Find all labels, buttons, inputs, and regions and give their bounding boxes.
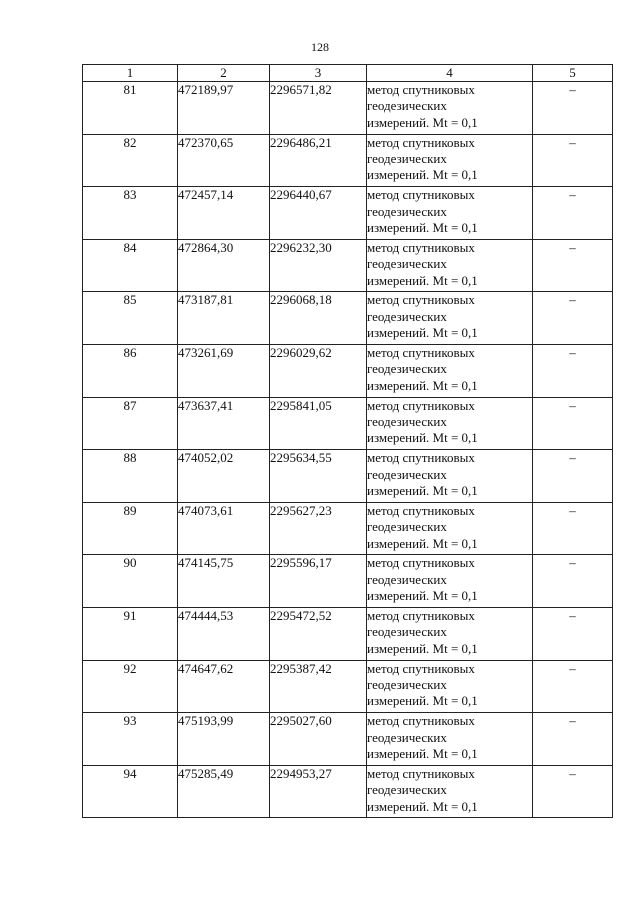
table-row [83,134,613,187]
method-line: метод спутниковых [367,502,475,518]
method-line: метод спутниковых [367,713,475,729]
method-line: измерений. Mt = 0,1 [367,272,478,288]
method-line: метод спутниковых [367,187,475,203]
y-coordinate-cell: 2296486,21 [270,134,367,187]
table-header [83,65,613,82]
x-coordinate-cell: 473187,81 [178,292,270,345]
point-number-cell: 85 [83,292,178,345]
table-row [83,555,613,608]
table-body [83,82,613,818]
method-line: геодезических [367,361,447,377]
note-cell: – [533,713,613,766]
note-cell: – [533,187,613,240]
method-cell [367,450,533,503]
method-line: метод спутниковых [367,607,475,623]
table-row [83,82,613,135]
method-line: метод спутниковых [367,397,475,413]
method-line: измерений. Mt = 0,1 [367,640,478,656]
table-row [83,344,613,397]
header-cell-3: 3 [270,65,367,82]
method-line: геодезических [367,466,447,482]
method-line: геодезических [367,308,447,324]
note-cell: – [533,239,613,292]
method-line: метод спутниковых [367,765,475,781]
method-line: измерений. Mt = 0,1 [367,693,478,709]
note-cell: – [533,450,613,503]
method-line: измерений. Mt = 0,1 [367,430,478,446]
header-row [83,65,613,82]
method-cell [367,134,533,187]
table-row [83,607,613,660]
method-line: геодезических [367,256,447,272]
x-coordinate-cell: 472457,14 [178,187,270,240]
method-line: метод спутниковых [367,239,475,255]
note-cell: – [533,765,613,818]
method-cell [367,660,533,713]
table-row [83,397,613,450]
point-number-cell: 92 [83,660,178,713]
method-line: метод спутниковых [367,450,475,466]
y-coordinate-cell: 2295627,23 [270,502,367,555]
method-line: измерений. Mt = 0,1 [367,220,478,235]
method-cell [367,502,533,555]
x-coordinate-cell: 474145,75 [178,555,270,608]
x-coordinate-cell: 473261,69 [178,344,270,397]
method-line: геодезических [367,151,447,166]
note-cell: – [533,82,613,135]
point-number-cell: 93 [83,713,178,766]
note-cell: – [533,607,613,660]
method-cell [367,397,533,450]
y-coordinate-cell: 2295596,17 [270,555,367,608]
method-line: измерений. Mt = 0,1 [367,482,478,498]
y-coordinate-cell: 2295841,05 [270,397,367,450]
method-cell [367,187,533,240]
method-line: геодезических [367,98,447,114]
table-row [83,765,613,818]
y-coordinate-cell: 2296440,67 [270,187,367,240]
x-coordinate-cell: 474073,61 [178,502,270,555]
point-number-cell: 88 [83,450,178,503]
method-cell [367,713,533,766]
method-line: геодезических [367,571,447,587]
x-coordinate-cell: 474647,62 [178,660,270,713]
note-cell: – [533,292,613,345]
y-coordinate-cell: 2296232,30 [270,239,367,292]
method-line: геодезических [367,729,447,745]
note-cell: – [533,502,613,555]
point-number-cell: 84 [83,239,178,292]
x-coordinate-cell: 472864,30 [178,239,270,292]
method-line: геодезических [367,676,447,692]
y-coordinate-cell: 2295027,60 [270,713,367,766]
x-coordinate-cell: 475285,49 [178,765,270,818]
table-row [83,292,613,345]
method-line: метод спутниковых [367,344,475,360]
method-line: измерений. Mt = 0,1 [367,325,478,341]
x-coordinate-cell: 473637,41 [178,397,270,450]
method-line: измерений. Mt = 0,1 [367,167,478,183]
method-cell [367,239,533,292]
point-number-cell: 82 [83,134,178,187]
table-row [83,713,613,766]
method-line: геодезических [367,782,447,798]
note-cell: – [533,397,613,450]
method-cell [367,555,533,608]
point-number-cell: 87 [83,397,178,450]
method-cell [367,82,533,135]
x-coordinate-cell: 475193,99 [178,713,270,766]
method-line: метод спутниковых [367,82,475,97]
method-line: измерений. Mt = 0,1 [367,798,478,814]
header-cell-4: 4 [367,65,533,82]
page-number: 128 [311,40,329,54]
method-line: метод спутниковых [367,555,475,571]
method-cell [367,292,533,345]
point-number-cell: 94 [83,765,178,818]
table-row [83,502,613,555]
x-coordinate-cell: 472370,65 [178,134,270,187]
table-row [83,239,613,292]
point-number-cell: 89 [83,502,178,555]
y-coordinate-cell: 2296571,82 [270,82,367,135]
method-cell [367,344,533,397]
method-line: измерений. Mt = 0,1 [367,535,478,551]
method-line: измерений. Mt = 0,1 [367,377,478,393]
method-line: метод спутниковых [367,292,475,308]
y-coordinate-cell: 2294953,27 [270,765,367,818]
table-row [83,450,613,503]
method-line: геодезических [367,203,447,219]
header-cell-5: 5 [533,65,613,82]
header-cell-2: 2 [178,65,270,82]
coordinates-table [82,64,613,818]
method-line: измерений. Mt = 0,1 [367,114,478,130]
y-coordinate-cell: 2295472,52 [270,607,367,660]
note-cell: – [533,344,613,397]
note-cell: – [533,660,613,713]
table-row [83,187,613,240]
method-line: измерений. Mt = 0,1 [367,745,478,761]
x-coordinate-cell: 472189,97 [178,82,270,135]
note-cell: – [533,134,613,187]
method-line: геодезических [367,519,447,535]
point-number-cell: 83 [83,187,178,240]
point-number-cell: 86 [83,344,178,397]
point-number-cell: 91 [83,607,178,660]
method-cell [367,765,533,818]
method-line: метод спутниковых [367,134,475,150]
point-number-cell: 90 [83,555,178,608]
y-coordinate-cell: 2296029,62 [270,344,367,397]
method-line: метод спутниковых [367,660,475,676]
point-number-cell: 81 [83,82,178,135]
x-coordinate-cell: 474444,53 [178,607,270,660]
method-line: измерений. Mt = 0,1 [367,588,478,604]
method-line: геодезических [367,413,447,429]
note-cell: – [533,555,613,608]
header-cell-1: 1 [83,65,178,82]
table-row [83,660,613,713]
x-coordinate-cell: 474052,02 [178,450,270,503]
y-coordinate-cell: 2296068,18 [270,292,367,345]
y-coordinate-cell: 2295387,42 [270,660,367,713]
y-coordinate-cell: 2295634,55 [270,450,367,503]
method-line: геодезических [367,624,447,640]
method-cell [367,607,533,660]
